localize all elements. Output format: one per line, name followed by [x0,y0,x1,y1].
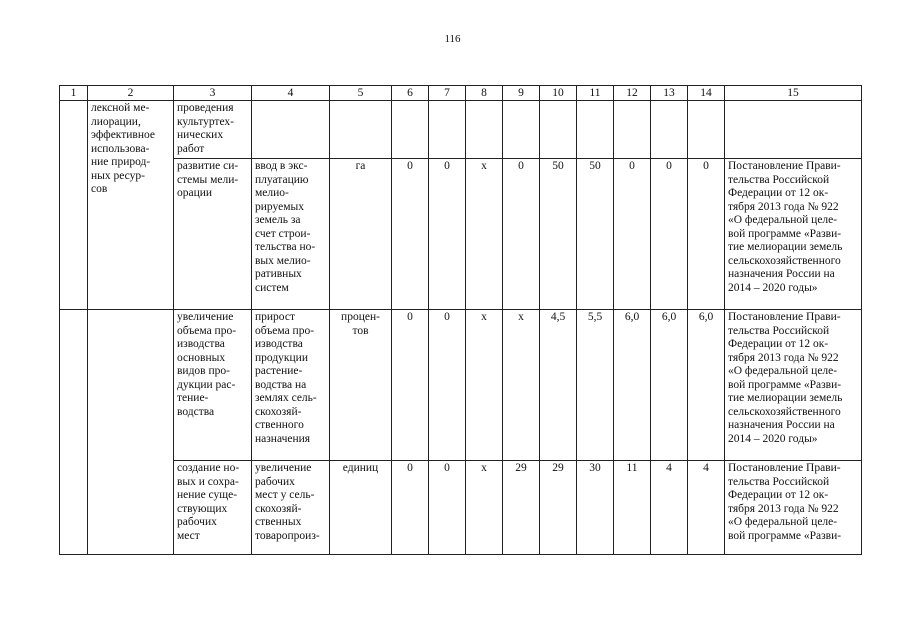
table-cell: 6,0 [614,310,651,461]
table-cell: 0 [688,159,725,310]
table-cell [503,101,540,159]
table-row [60,310,862,461]
header-cell: 12 [614,86,651,101]
header-cell: 10 [540,86,577,101]
table-cell: 5,5 [577,310,614,461]
header-cell: 6 [392,86,429,101]
table-cell: га [330,159,392,310]
table-cell: Постановление Прави- тельства Российской Федерации от 12 ок- тября 2013 года № 922 «О федеральной целе- вой программе «Разви- [725,461,862,555]
table-cell: х [466,159,503,310]
table-cell: 0 [503,159,540,310]
header-cell: 5 [330,86,392,101]
table-cell: проведения культуртех- нических работ [174,101,252,159]
table-cell: ввод в экс- плуатацию мелио- рируемых земель за счет строи- тельства но- вых мелио- ративных систем [252,159,330,310]
header-cell: 4 [252,86,330,101]
table-cell: х [466,461,503,555]
table-cell [252,101,330,159]
header-cell: 1 [60,86,88,101]
table-cell: 0 [429,461,466,555]
table-cell: 0 [392,461,429,555]
table-cell: 0 [651,159,688,310]
table-cell: процен- тов [330,310,392,461]
table-cell: единиц [330,461,392,555]
header-cell: 13 [651,86,688,101]
table-cell: 0 [614,159,651,310]
table-cell: 0 [392,310,429,461]
table-cell: 4,5 [540,310,577,461]
header-cell: 11 [577,86,614,101]
table-cell: создание но- вых и сохра- нение суще- ствующих рабочих мест [174,461,252,555]
table-cell: х [503,310,540,461]
header-cell: 8 [466,86,503,101]
table-cell: Постановление Прави- тельства Российской Федерации от 12 ок- тября 2013 года № 922 «О федеральной целе- вой программе «Разви- тие мелиорации земель сельскохозяйственного назначения России на 2014 – 2020 годы» [725,310,862,461]
page-number: 116 [444,33,461,45]
table-cell: развитие си- стемы мели- орации [174,159,252,310]
table-cell [88,310,174,555]
header-cell: 14 [688,86,725,101]
table-cell: 4 [688,461,725,555]
header-cell: 7 [429,86,466,101]
table-cell: увеличение рабочих мест у сель- скохозяй- ственных товаропроиз- [252,461,330,555]
table-cell [330,101,392,159]
header-cell: 3 [174,86,252,101]
table-cell: 0 [429,159,466,310]
table-row [60,101,862,159]
table-cell [651,101,688,159]
table-cell: 0 [392,159,429,310]
table-cell [725,101,862,159]
table-cell: 6,0 [651,310,688,461]
table-cell [614,101,651,159]
table-cell [466,101,503,159]
table-cell [60,310,88,555]
table-row [60,159,862,310]
table-cell: 0 [429,310,466,461]
table-cell: х [466,310,503,461]
table-cell [540,101,577,159]
table-cell: лексной ме- лиорации, эффективное использова- ние природ- ных ресур- сов [88,101,174,310]
table-cell: 50 [540,159,577,310]
table-cell: 50 [577,159,614,310]
table-cell: 29 [503,461,540,555]
header-cell: 9 [503,86,540,101]
table-cell [688,101,725,159]
header-cell: 2 [88,86,174,101]
table-cell: 11 [614,461,651,555]
table-cell: 29 [540,461,577,555]
table-cell [429,101,466,159]
table-cell: 6,0 [688,310,725,461]
table-cell: 4 [651,461,688,555]
table-cell: 30 [577,461,614,555]
table-cell [577,101,614,159]
table-cell: увеличение объема про- изводства основных видов про- дукции рас- тение- водства [174,310,252,461]
table-cell: Постановление Прави- тельства Российской Федерации от 12 ок- тября 2013 года № 922 «О федеральной целе- вой программе «Разви- тие мелиорации земель сельскохозяйственного назначения России на 2014 – 2020 годы» [725,159,862,310]
data-table [59,85,862,555]
header-cell: 15 [725,86,862,101]
table-cell [392,101,429,159]
table-cell: прирост объема про- изводства продукции растение- водства на землях сель- скохозяй- ственного назначения [252,310,330,461]
table-cell [60,101,88,310]
table-row [60,461,862,555]
header-row [60,86,862,101]
